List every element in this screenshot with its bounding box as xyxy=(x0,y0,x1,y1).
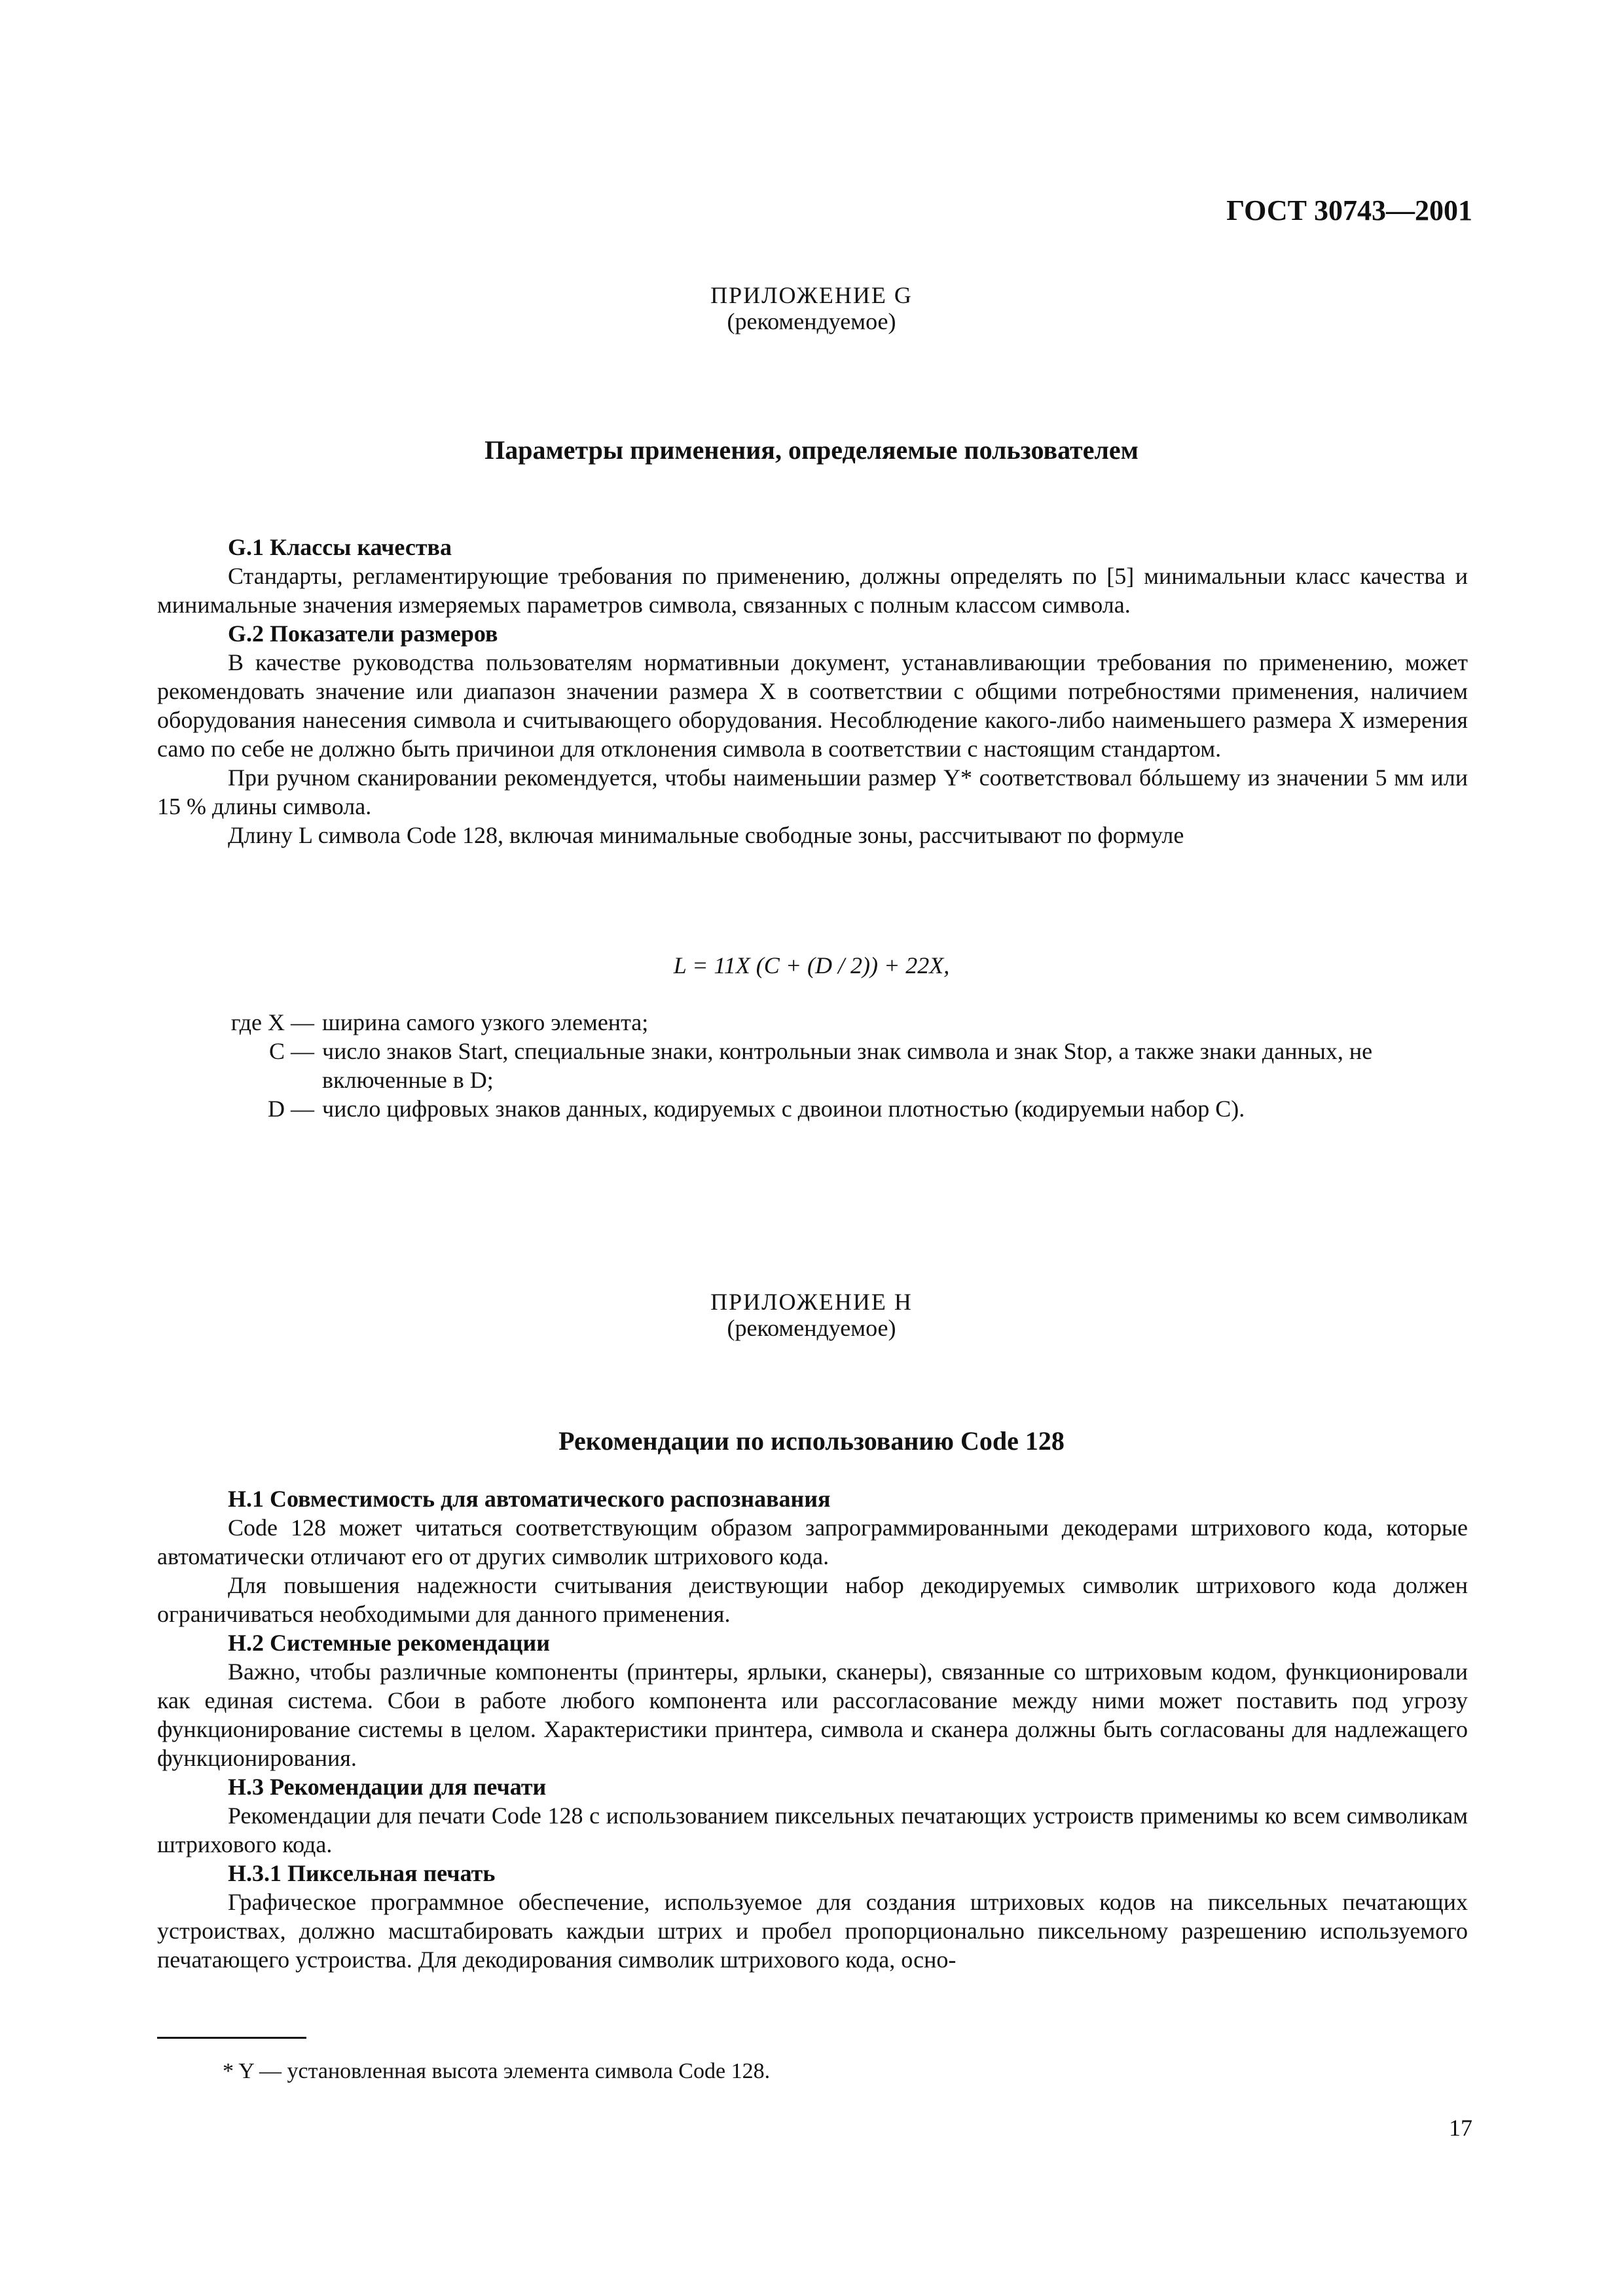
legend-row-x xyxy=(210,1008,1468,1037)
section-h31-title: H.3.1 Пиксельная печать xyxy=(228,1860,496,1886)
legend-definition: ширина самого узкого элемента; xyxy=(322,1009,649,1035)
legend-row-d xyxy=(210,1094,1468,1123)
section-g2-paragraph-3: Длину L символа Code 128, включая минимальные свободные зоны, рассчитывают по формуле xyxy=(228,822,1184,848)
legend-symbol: C — xyxy=(268,1038,314,1064)
section-g1-title: G.1 Классы качества xyxy=(228,534,452,560)
appendix-h-title: ПРИЛОЖЕНИЕ H xyxy=(710,1289,913,1315)
appendix-g-body xyxy=(157,533,1468,850)
section-h2-paragraph-1: Важно, чтобы различные компоненты (принтеры, ярлыки, сканеры), связанные со штриховым кодом, функционировали как единая система. Сбои в работе любого компонента или рассогласование между ними может поставить под угрозу функционирование системы в целом. Характеристики принтера, символа и сканера должны быть согласованы для надлежащего функционирования. xyxy=(157,1659,1468,1771)
legend-symbol: где X — xyxy=(230,1009,314,1035)
appendix-h-subtitle: (рекомендуемое) xyxy=(727,1315,896,1341)
formula-legend xyxy=(210,1008,1468,1123)
appendix-g-title: ПРИЛОЖЕНИЕ G xyxy=(710,282,913,308)
section-g2-paragraph-2: При ручном сканировании рекомендуется, чтобы наименьшии размер Y* соответствовал бóльшему из значении 5 мм или 15 % длины символа. xyxy=(157,764,1468,819)
legend-row-c xyxy=(210,1037,1468,1094)
page-number: 17 xyxy=(1449,2115,1472,2141)
section-h31-paragraph-1: Графическое программное обеспечение, используемое для создания штриховых кодов на пиксельных печатающих устроиствах, должно масштабировать каждыи штрих и пробел пропорционально пиксельному разрешению используемого печатающего устроиства. Для декодирования символик штрихового кода, осно- xyxy=(157,1889,1468,1973)
legend-definition: число знаков Start, специальные знаки, контрольныи знак символа и знак Stop, а также знаки данных, не включенные в D; xyxy=(322,1038,1373,1093)
section-h3-paragraph-1: Рекомендации для печати Code 128 с использованием пиксельных печатающих устроиств применимы ко всем символикам штрихового кода. xyxy=(157,1803,1468,1857)
length-formula: L = 11X (C + (D / 2)) + 22X, xyxy=(673,952,950,978)
section-h1-paragraph-1: Code 128 может читаться соответствующим образом запрограммированными декодерами штрихового кода, которые автоматически отличают его от других символик штрихового кода. xyxy=(157,1515,1468,1570)
section-h2-title: H.2 Системные рекомендации xyxy=(228,1630,550,1656)
appendix-h-body xyxy=(157,1484,1468,1974)
legend-definition: число цифровых знаков данных, кодируемых с двоинои плотностью (кодируемыи набор C). xyxy=(322,1096,1245,1122)
footnote: * Y — установленная высота элемента символа Code 128. xyxy=(223,2059,771,2083)
document-code: ГОСТ 30743—2001 xyxy=(1226,194,1472,226)
section-h3-title: H.3 Рекомендации для печати xyxy=(228,1774,547,1800)
appendix-h-heading: Рекомендации по использованию Code 128 xyxy=(558,1426,1065,1456)
section-g2-title: G.2 Показатели размеров xyxy=(228,620,498,647)
legend-symbol: D — xyxy=(268,1096,314,1122)
section-g1-text: Стандарты, регламентирующие требования по применению, должны определять по [5] минимальныи класс качества и минимальные значения измеряемых параметров символа, связанных с полным классом символа. xyxy=(157,563,1468,618)
appendix-g-subtitle: (рекомендуемое) xyxy=(727,308,896,334)
appendix-g-heading: Параметры применения, определяемые пользователем xyxy=(484,435,1139,465)
footnote-separator xyxy=(157,2037,306,2039)
section-h1-paragraph-2: Для повышения надежности считывания деиствующии набор декодируемых символик штрихового кода должен ограничиваться необходимыми для данного применения. xyxy=(157,1572,1468,1627)
section-h1-title: H.1 Совместимость для автоматического распознавания xyxy=(228,1486,831,1512)
section-g2-paragraph-1: В качестве руководства пользователям нормативныи документ, устанавливающии требования по применению, может рекомендовать значение или диапазон значении размера X в соответствии с общими потребностями применения, наличием оборудования нанесения символа и считывающего оборудования. Несоблюдение какого-либо наименьшего размера X измерения само по себе не должно быть причинои для отклонения символа в соответствии с настоящим стандартом. xyxy=(157,649,1468,762)
